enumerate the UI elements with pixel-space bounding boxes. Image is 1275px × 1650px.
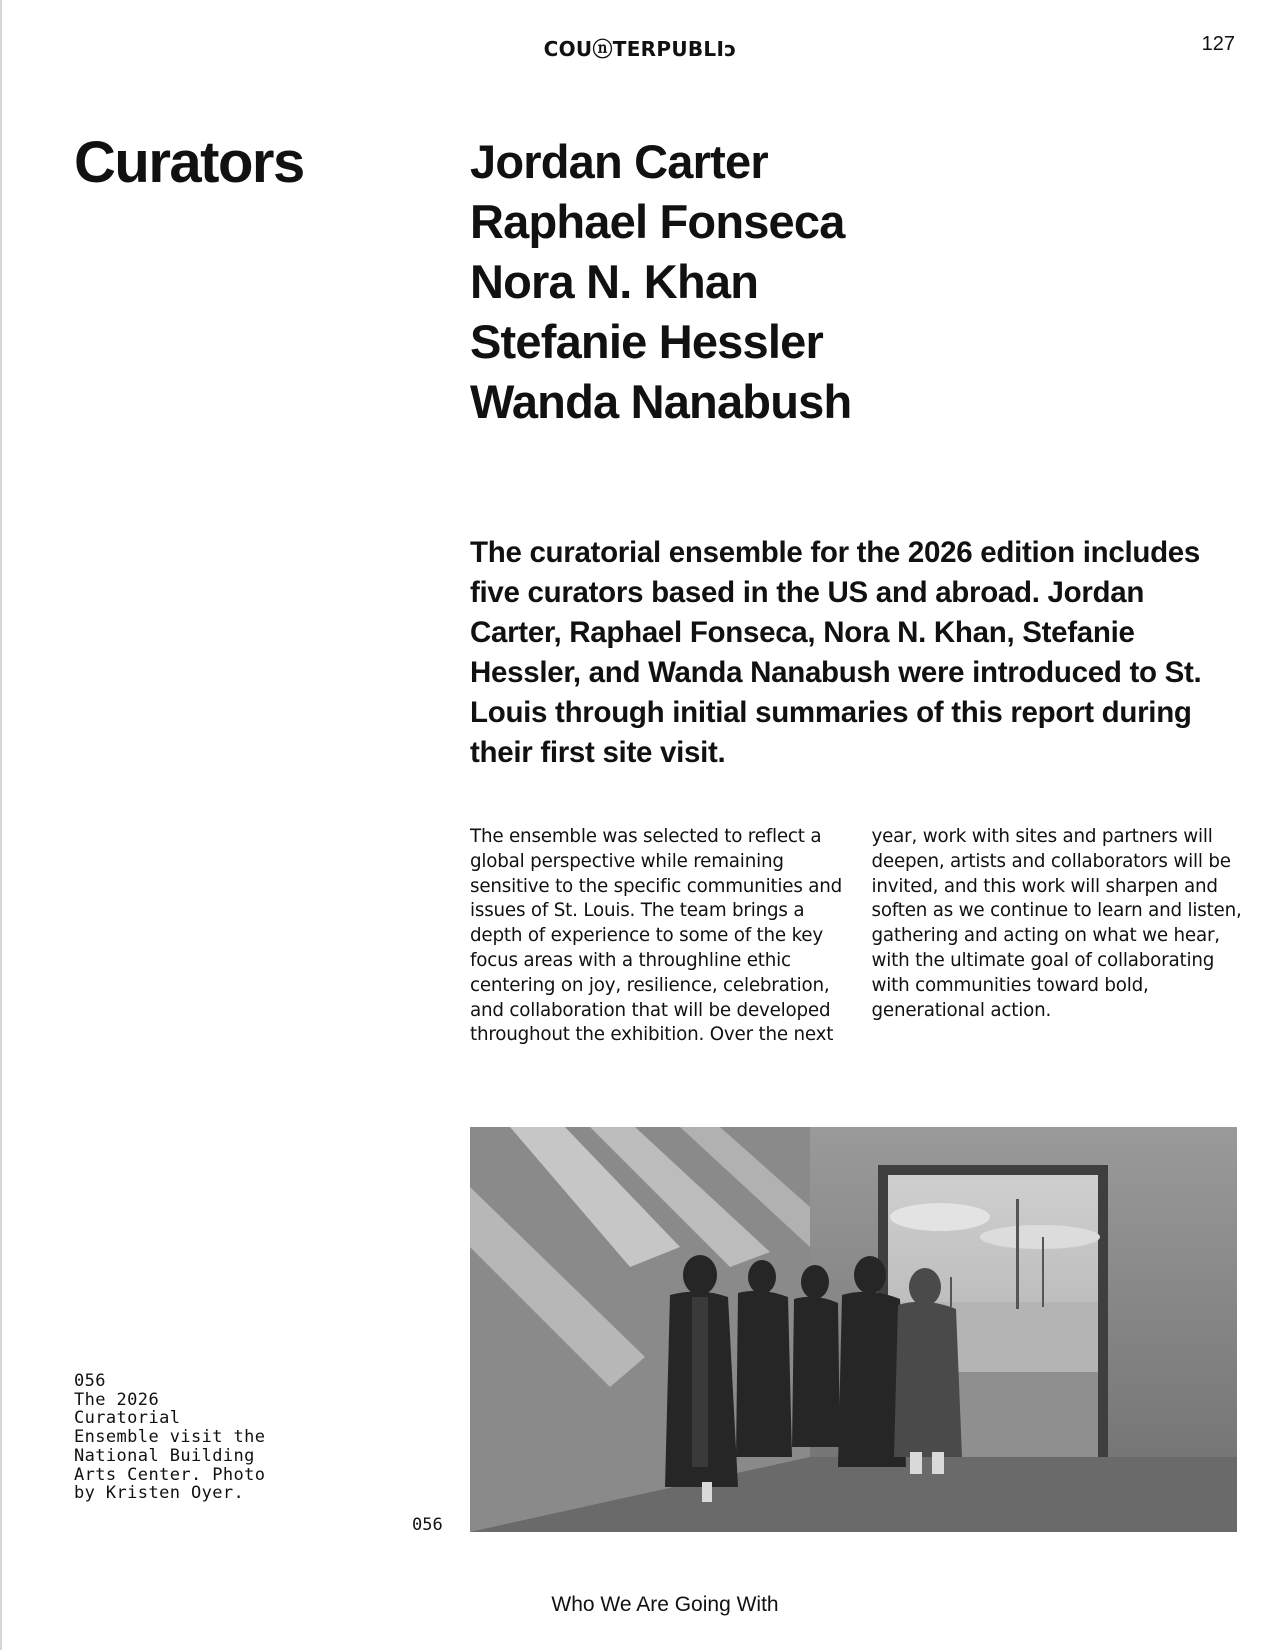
running-footer: Who We Are Going With	[551, 1593, 779, 1616]
curatorial-ensemble-photo	[470, 1127, 1237, 1532]
curator-name: Wanda Nanabush	[470, 375, 852, 428]
figure-caption	[74, 1372, 274, 1503]
curator-name: Jordan Carter	[470, 135, 768, 188]
curator-name: Nora N. Khan	[470, 255, 759, 308]
section-title: Curators	[74, 130, 304, 195]
curator-name: Stefanie Hessler	[470, 315, 823, 368]
curator-list	[470, 132, 851, 432]
photo-label: 056	[412, 1515, 443, 1535]
page-number: 127	[1201, 33, 1235, 55]
body-text: The ensemble was selected to reflect a global perspective while remaining sensitive to the specific communities and issues of St. Louis. The team brings a depth of experience to some of the key focus areas with a throughline ethic centering on joy, resilience, celebration, and collaboration that will be developed throughout the exhibition. Over the next year, work with sites and partners will deepen, artists and collaborators will be invited, and this work will sharpen and soften as we continue to learn and listen, gathering and acting on what we hear, with the ultimate goal of collaborating with communities toward bold, generational action.	[470, 826, 1242, 1046]
publication-logo: COUⓝTERPUBLIↄ	[543, 37, 737, 61]
lead-paragraph: The curatorial ensemble for the 2026 edition includes five curators based in the US and abroad. Jordan Carter, Raphael Fonseca, Nora N. Khan, Stefanie Hessler, and Wanda Nanabush were introduced to St. Louis through initial summaries of this report during their first site visit.	[470, 536, 1202, 769]
page-edge-rule	[0, 0, 2, 1650]
figure-number: 056	[74, 1371, 106, 1391]
curator-name: Raphael Fonseca	[470, 195, 845, 248]
figure-caption-text: The 2026 Curatorial Ensemble visit the National Building Arts Center. Photo by Kristen Oyer.	[74, 1389, 266, 1504]
